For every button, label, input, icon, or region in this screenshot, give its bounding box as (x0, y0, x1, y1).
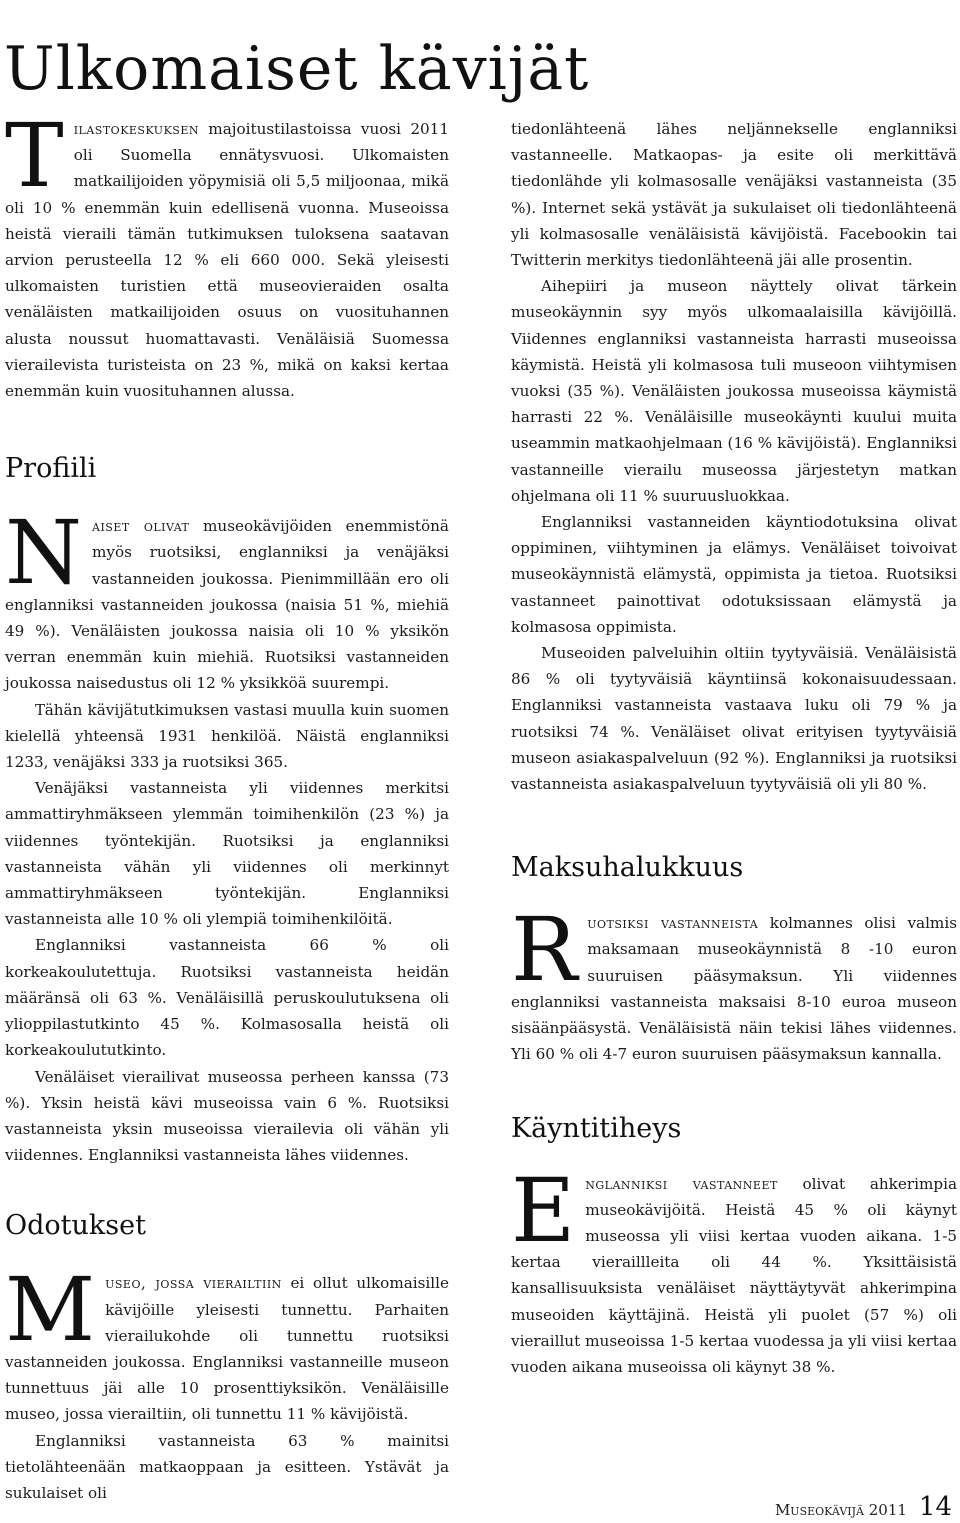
dropcap: E (511, 1158, 576, 1262)
left-column (5, 104, 449, 1506)
continuation-paragraph: tiedonlähteenä lähes neljännekselle englanniksi vastanneelle. Matkaopas- ja esite oli merkittävä tiedonlähde yli kolmasosalle venäjäksi vastanneista (35 %). Internet sekä ystävät ja sukulaiset oli tiedonlähteenä yli kolmasosalle venäläisistä kävijöistä. Facebookin tai Twitterin merkitys tiedonlähteenä jäi alle prosentin. (511, 120, 957, 270)
paragraph: Englanniksi vastanneiden käyntiodotuksina olivat oppiminen, viihtyminen ja elämys. Venäläiset toivoivat museokäynnistä elämystä, oppimista ja tietoa. Ruotsiksi vastanneet painottivat odotuksissaan elämystä ja kolmasosa oppimista. (511, 513, 957, 636)
dropcap: M (5, 1258, 96, 1362)
page-number: 14 (918, 1492, 952, 1522)
profiili-first-paragraph (5, 501, 449, 696)
paragraph: Tähän kävijätutkimuksen vastasi muulla kuin suomen kielellä yhteensä 1931 henkilöä. Näistä englanniksi 1233, venäjäksi 333 ja ruotsiksi 365. (5, 700, 449, 772)
kayntitiheys-paragraph (511, 1158, 957, 1381)
page-footer (775, 1492, 952, 1522)
section-heading-kayntitiheys: Käyntitiheys (511, 1112, 682, 1144)
right-column (511, 116, 957, 1380)
paragraph: Aihepiiri ja museon näyttely olivat tärkein museokäynnin syy myös ulkomaalaisilla kävijöillä. Viidennes englanniksi vastanneista harrasti museoissa käymistä. Heistä yli kolmasosa tuli museoon viihtymisen vuoksi (35 %). Venäläisten joukossa museoissa käymistä harrasti 22 %. Venäläisille museokäynti kuului muita useammin matkaohjelmaan (16 % kävijöistä). Englanniksi vastanneille vierailu museossa järjestetyn matkan ohjelmana oli 11 % suuruusluokkaa. (511, 277, 957, 505)
section-heading-profiili: Profiili (5, 453, 97, 485)
paragraph: Venäjäksi vastanneista yli viidennes merkitsi ammattiryhmäkseen ylemmän toimihenkilön (23 %) ja viidennes työntekijän. Ruotsiksi ja englanniksi vastanneista vähän yli viidennes oli merkinnyt ammattiryhmäkseen työntekijän. Englanniksi vastanneista alle 10 % oli ylempiä toimihenkilöitä. (5, 779, 449, 929)
paragraph-text: ei ollut ulkomaisille kävijöille yleisesti tunnettu. Parhaiten vierailukohde oli tunnettu ruotsiksi vastanneiden joukossa. Englanniksi vastanneille museon tunnettuus jäi alle 10 prosenttiyksikön. Venäläisille museo, jossa vierailtiin, oli tunnettu 11 % kävijöistä. (5, 1274, 449, 1424)
paragraph: Museoiden palveluihin oltiin tyytyväisiä. Venäläisistä 86 % oli tyytyväisiä käyntiinsä kokonaisuudessaan. Englanniksi vastanneista vastaava luku oli 79 % ja ruotsiksi 74 %. Venäläiset olivat erityisen tyytyväisiä museon asiakaspalveluun (92 %). Englanniksi ja ruotsiksi vastanneista asiakaspalveluun tyytyväisiä oli yli 80 %. (511, 644, 957, 794)
paragraph: Englanniksi vastanneista 66 % oli korkeakoulutettuja. Ruotsiksi vastanneista heidän määränsä oli 63 %. Venäläisillä peruskoulutuksena oli ylioppilastutkinto 45 %. Kolmasosalla heistä oli korkeakoulututkinto. (5, 936, 449, 1060)
lead-in: uotsiksi vastanneista (587, 914, 759, 933)
paragraph: Venäläiset vierailivat museossa perheen kanssa (73 %). Yksin heistä kävi museoissa vain 6 %. Ruotsiksi vastanneista yksin museoissa vierailevia oli vähän yli viidennes. Englanniksi vastanneista lähes viidennes. (5, 1067, 449, 1165)
dropcap: N (5, 501, 82, 605)
lead-in: ilastokeskuksen (73, 120, 199, 138)
publication-name: Museokävijä 2011 (774, 1501, 907, 1519)
paragraph-text: kolmannes olisi valmis maksamaan museokäynnistä 8 -10 euron suuruisen pääsymaksun. Yli viidennes englanniksi vastanneista maksaisi 8-10 euroa museon sisäänpääsystä. Venäläisistä näin tekisi lähes viidennes. Yli 60 % oli 4-7 euron suuruisen pääsymaksun kannalla. (511, 914, 957, 1064)
odotukset-first-paragraph (5, 1258, 449, 1427)
lead-in: aiset olivat (92, 517, 190, 536)
section-heading-odotukset: Odotukset (5, 1210, 146, 1242)
lead-in: useo, jossa vierailtiin (105, 1274, 282, 1293)
dropcap: T (5, 104, 64, 207)
page-title: Ulkomaiset kävijät (4, 34, 590, 105)
paragraph-text: majoitustilastoissa vuosi 2011 oli Suomella ennätysvuosi. Ulkomaisten matkailijoiden yöpymisiä oli 5,5 miljoonaa, mikä oli 10 % enemmän kuin edellisenä vuonna. Museoissa heistä vieraili tämän tutkimuksen tuloksena saatavan arvion perusteella 12 % eli 660 000. Sekä yleisesti ulkomaisten turistien että museovieraiden osalta venäläisten matkailijoiden osuus on vuosituhannen alusta noussut huomattavasti. Venäläisiä Suomessa vierailevista turisteista on 23 %, mikä on kaksi kertaa enemmän kuin vuosituhannen alussa. (5, 120, 449, 401)
maksuhalukkuus-paragraph (511, 898, 957, 1067)
paragraph-text: museokävijöiden enemmistönä myös ruotsiksi, englanniksi ja venäjäksi vastanneiden joukossa. Pienimmillään ero oli englanniksi vastanneiden joukossa (naisia 51 %, miehiä 49 %). Venäläisten joukossa naisia oli 10 % yksikön verran enemmän kuin miehiä. Ruotsiksi vastanneiden joukossa naisedustus oli 12 % yksikköä suurempi. (5, 517, 449, 693)
section-heading-maksuhalukkuus: Maksuhalukkuus (511, 852, 744, 884)
lead-in: nglanniksi vastanneet (585, 1174, 778, 1193)
intro-paragraph (5, 104, 449, 404)
paragraph-text: olivat ahkerimpia museokävijöitä. Heistä 45 % oli käynyt museossa yli viisi kertaa vuoden aikana. 1-5 kertaa vieraillleita oli 44 %. Yksittäisistä kansallisuuksista venäläiset näyttäytyvät ahkerimpina museoiden käyttäjinä. Heistä yli puolet (57 %) oli vieraillut museoissa 1-5 kertaa vuodessa ja yli viisi kertaa vuoden aikana museoissa oli käynyt 38 %. (511, 1174, 957, 1376)
paragraph: Englanniksi vastanneista 63 % mainitsi tietolähteenään matkaoppaan ja esitteen. Ystävät ja sukulaiset oli (5, 1431, 449, 1502)
dropcap: R (511, 898, 578, 1002)
